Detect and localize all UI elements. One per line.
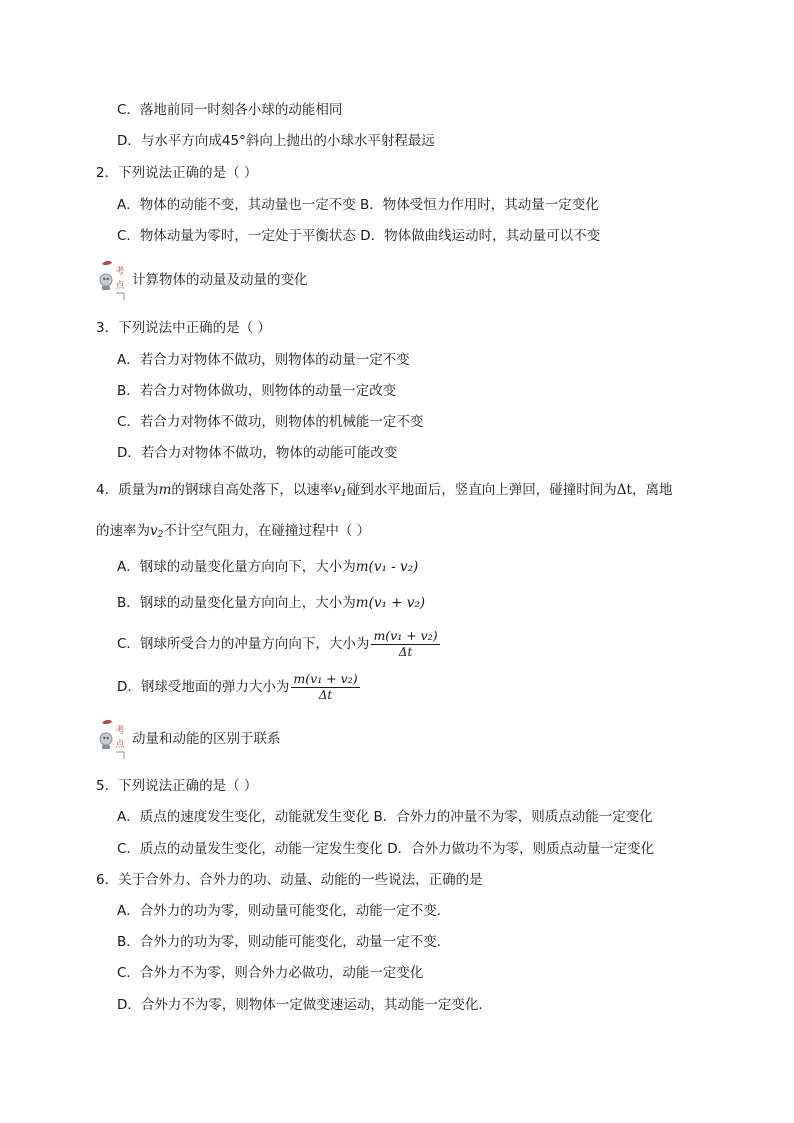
question-4-stem-line2: 的速率为$v_2$不计空气阻力，在碰撞过程中（ ） [96,523,371,540]
question-4-option-c: C．钢球所受合力的冲量方向向下，大小为 $\frac{\text{m(v₁ + v₂)}}{\Delta t}$ [117,628,438,659]
question-4-option-b: B．钢球的动量变化量方向向上，大小为m(v₁ + v₂) [117,595,426,611]
kaodian-badge-icon [96,258,130,302]
question-5-stem: 5．下列说法正确的是（ ） [96,778,258,794]
question-6-stem: 6．关于合外力、合外力的功、动量、动能的一些说法，正确的是 [96,872,483,888]
question-2-options-cd: C．物体动量为零时，一定处于平衡状态 D．物体做曲线运动时，其动量可以不变 [117,228,601,244]
option-c-fraction: $\frac{\text{m(v₁ + v₂)}}{\Delta t}$ [373,628,438,659]
kaodian-badge-top: 考 [115,267,125,277]
prev-question-option-d: D．与水平方向成45°斜向上抛出的小球水平射程最远 [117,133,435,149]
question-6-option-d: D．合外力不为零，则物体一定做变速运动，其动能一定变化． [117,997,492,1013]
kaodian-badge-bottom: 点 [115,281,125,291]
kaodian-section-2 [96,717,281,761]
question-3-option-b: B．若合力对物体做功，则物体的动量一定改变 [117,383,397,399]
v1-symbol: $v_1$ [333,482,347,499]
question-3-option-d: D．若合力对物体不做功，物体的动能可能改变 [117,445,398,461]
question-3-option-c: C．若合力对物体不做功，则物体的机械能一定不变 [117,414,424,430]
question-3-option-a: A．若合力对物体不做功，则物体的动量一定不变 [117,352,410,368]
question-4-option-d: D．钢球受地面的弹力大小为 $\frac{\text{m(v₁ + v₂)}}{\Delta t}$ [117,671,358,702]
question-2-options-ab: A．物体的动能不变，其动量也一定不变 B．物体受恒力作用时，其动量一定变化 [117,197,599,213]
kaodian-badge-bottom: 点 [115,740,125,750]
kaodian-section-1 [96,258,308,302]
delta-t-symbol: Δt [616,482,632,498]
kaodian-badge-icon [96,717,130,761]
question-5-options-ab: A．质点的速度发生变化，动能就发生变化 B．合外力的冲量不为零，则质点动能一定变化 [117,809,653,825]
option-d-fraction: $\frac{\text{m(v₁ + v₂)}}{\Delta t}$ [293,671,358,702]
v2-symbol: $v_2$ [150,523,164,540]
option-a-expression: m(v₁ - v₂) [355,559,419,575]
mass-symbol: m [158,482,172,498]
prev-question-option-c: C．落地前同一时刻各小球的动能相同 [117,102,343,118]
question-6-option-c: C．合外力不为零，则合外力必做功，动能一定变化 [117,965,424,981]
question-6-option-a: A．合外力的功为零，则动量可能变化，动能一定不变． [117,903,451,919]
kaodian-title: 计算物体的动量及动量的变化 [132,272,308,288]
question-4-stem-line1: 4．质量为m的钢球自高处落下，以速率$v_1$碰到水平地面后，竖直向上弹回，碰撞时间为Δt，离地 [96,482,673,499]
kaodian-title: 动量和动能的区别于联系 [132,731,281,747]
question-3-stem: 3．下列说法中正确的是（ ） [96,320,271,336]
option-b-expression: m(v₁ + v₂) [355,595,426,611]
question-5-options-cd: C．质点的动量发生变化，动能一定发生变化 D．合外力做功不为零，则质点动量一定变化 [117,841,655,857]
kaodian-badge-top: 考 [115,726,125,736]
question-2-stem: 2．下列说法正确的是（ ） [96,165,258,181]
question-4-option-a: A．钢球的动量变化量方向向下，大小为m(v₁ - v₂) [117,559,419,575]
question-6-option-b: B．合外力的功为零，则动能可能变化，动量一定不变． [117,934,451,950]
